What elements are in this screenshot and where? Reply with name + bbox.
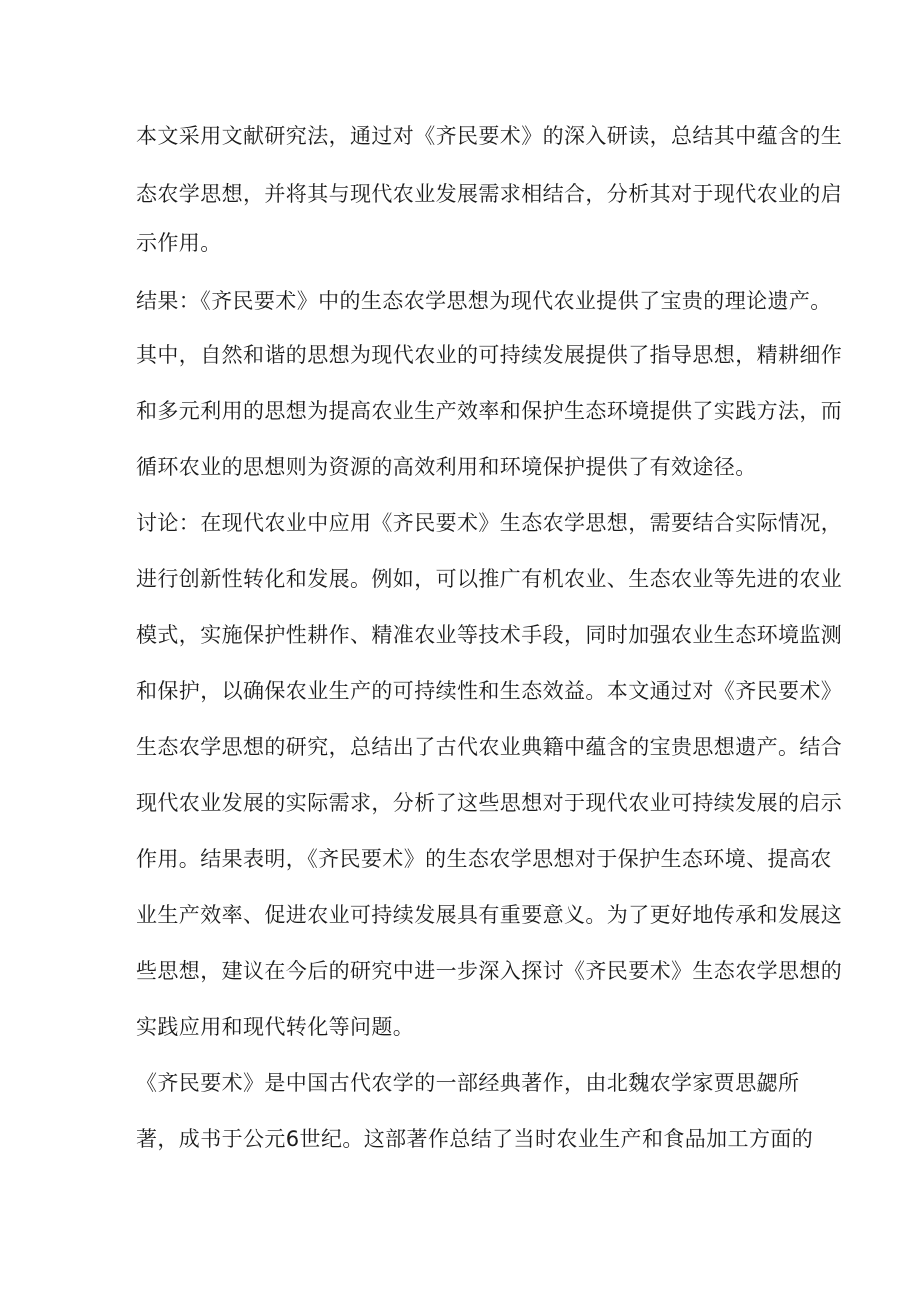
text-line: 现代农业发展的实际需求，分析了这些思想对于现代农业可持续发展的启示 — [136, 791, 843, 815]
text-line: 讨论：在现代农业中应用《齐民要术》生态农学思想，需要结合实际情况， — [136, 511, 843, 535]
text-line: 模式，实施保护性耕作、精准农业等技术手段，同时加强农业生态环境监测 — [136, 623, 843, 647]
text-line: 其中，自然和谐的思想为现代农业的可持续发展提供了指导思想，精耕细作 — [136, 343, 843, 367]
text-line: 著，成书于公元6世纪。这部著作总结了当时农业生产和食品加工方面的 — [136, 1127, 814, 1151]
text-line: 作用。结果表明，《齐民要术》的生态农学思想对于保护生态环境、提高农 — [136, 847, 832, 871]
text-line: 进行创新性转化和发展。例如，可以推广有机农业、生态农业等先进的农业 — [136, 567, 843, 591]
text-line: 生态农学思想的研究，总结出了古代农业典籍中蕴含的宝贵思想遗产。结合 — [136, 735, 843, 759]
text-line: 本文采用文献研究法，通过对《齐民要术》的深入研读，总结其中蕴含的生 — [136, 124, 843, 148]
text-line: 循环农业的思想则为资源的高效利用和环境保护提供了有效途径。 — [136, 455, 757, 479]
text-line: 业生产效率、促进农业可持续发展具有重要意义。为了更好地传承和发展这 — [136, 903, 843, 927]
text-line: 和多元利用的思想为提高农业生产效率和保护生态环境提供了实践方法，而 — [136, 399, 843, 423]
text-line: 和保护，以确保农业生产的可持续性和生态效益。本文通过对《齐民要术》 — [136, 679, 843, 703]
text-line: 态农学思想，并将其与现代农业发展需求相结合，分析其对于现代农业的启 — [136, 182, 843, 206]
text-line: 实践应用和现代转化等问题。 — [136, 1015, 415, 1039]
text-line: 示作用。 — [136, 231, 222, 255]
text-line: 《齐民要术》是中国古代农学的一部经典著作，由北魏农学家贾思勰所 — [136, 1071, 800, 1095]
text-line: 结果：《齐民要术》中的生态农学思想为现代农业提供了宝贵的理论遗产。 — [136, 289, 832, 313]
text-line: 些思想，建议在今后的研究中进一步深入探讨《齐民要术》生态农学思想的 — [136, 959, 843, 983]
